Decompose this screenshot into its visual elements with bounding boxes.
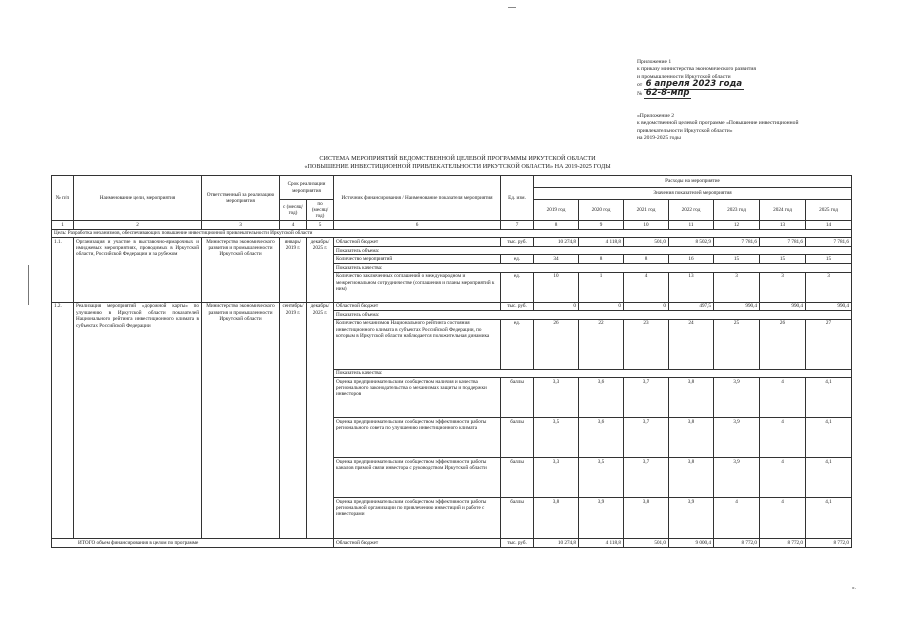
indicator-name: Оценка предпринимательским сообществом эффективности работы региональной организации по привлечению инвестиций и работе с инвесторами	[334, 498, 501, 539]
value-cell: 26	[760, 319, 806, 369]
value-cell: 3,5	[579, 458, 624, 498]
value-cell: 3,8	[624, 498, 669, 539]
appendix2-line-3: привлекательности Иркутской области»	[637, 127, 733, 134]
value-cell: 0	[534, 302, 579, 310]
value-cell: 4 118,8	[579, 539, 624, 548]
header-year: 2021 год	[624, 200, 669, 221]
col-number: 3	[202, 221, 280, 229]
item-num: 1.1.	[52, 238, 74, 303]
table-row	[52, 302, 852, 310]
value-cell: 10 274,8	[534, 238, 579, 247]
col-number: 14	[806, 221, 852, 229]
value-cell: 0	[579, 302, 624, 310]
value-cell: 8 772,0	[760, 539, 806, 548]
indicator-unit: баллы	[501, 378, 534, 418]
value-cell: 0	[624, 302, 669, 310]
scan-mark	[508, 7, 516, 8]
indicator-name: Оценка предпринимательским сообществом эффективности работы каналов прямой связи инвестора с руководством Иркутской области	[334, 458, 501, 498]
value-cell: 4 118,8	[579, 238, 624, 247]
value-cell: 4,1	[806, 498, 852, 539]
header-expenses: Расходы на мероприятие	[534, 176, 852, 188]
value-cell: 4,1	[806, 378, 852, 418]
item-from: январь/ 2019 г.	[280, 238, 307, 303]
header-responsible: Ответственный за реализацию мероприятия	[202, 176, 280, 221]
col-number: 1	[52, 221, 74, 229]
goal-row: Цель: Разработка механизмов, обеспечивающих повышение инвестиционной привлекательности Иркутской области	[52, 229, 852, 237]
appendix2-line-4: на 2019-2025 годы	[637, 135, 681, 142]
col-number: 6	[334, 221, 501, 229]
col-number: 7	[501, 221, 534, 229]
indicator-unit: ед.	[501, 255, 534, 264]
value-cell: 23	[624, 319, 669, 369]
indicator-unit: ед.	[501, 272, 534, 302]
value-cell: 8 772,0	[714, 539, 760, 548]
value-cell: 990,4	[714, 302, 760, 310]
appendix2-line-1: «Приложение 2	[637, 113, 675, 119]
value-cell: 3,8	[669, 378, 714, 418]
indicator-name: Количество мероприятий	[334, 255, 501, 264]
item-to: декабрь/ 2025 г.	[307, 238, 334, 303]
value-cell: 4	[760, 458, 806, 498]
value-cell: 501,0	[624, 238, 669, 247]
value-cell: 27	[806, 319, 852, 369]
value-cell: 3,7	[624, 418, 669, 458]
value-cell: 3,8	[534, 498, 579, 539]
header-name: Наименование цели, мероприятия	[74, 176, 202, 221]
header-from: с (месяц/год)	[280, 200, 307, 221]
value-cell: 15	[806, 255, 852, 264]
col-number: 8	[534, 221, 579, 229]
header-year: 2019 год	[534, 200, 579, 221]
appendix-line-3: и промышленности Иркутской области	[637, 73, 731, 80]
value-cell: 3,8	[669, 418, 714, 458]
value-cell: 8 772,0	[806, 539, 852, 548]
value-cell: 13	[669, 272, 714, 302]
indicator-unit: ед.	[501, 319, 534, 369]
value-cell: 7 781,6	[806, 238, 852, 247]
value-cell: 3,9	[579, 498, 624, 539]
value-cell: 3,3	[534, 378, 579, 418]
value-cell: 4,1	[806, 418, 852, 458]
col-number: 5	[307, 221, 334, 229]
value-cell: 3,9	[714, 378, 760, 418]
value-cell: 4	[760, 418, 806, 458]
value-cell: 3,9	[669, 498, 714, 539]
value-cell: 3,9	[714, 418, 760, 458]
value-cell: 22	[579, 319, 624, 369]
value-cell: 8 502,9	[669, 238, 714, 247]
budget-source: Областной бюджет	[334, 238, 501, 247]
value-cell: 10	[534, 272, 579, 302]
value-cell: 4	[760, 498, 806, 539]
appendix-date: от 6 апреля 2023 года	[637, 79, 743, 90]
indicator-unit: баллы	[501, 498, 534, 539]
appendix-number: № 62-8-мпр	[637, 87, 690, 98]
volume-label: Показатель объема:	[334, 247, 852, 255]
header-year: 2022 год	[669, 200, 714, 221]
closing-quote: ».	[852, 585, 856, 591]
total-unit: тыс. руб.	[501, 539, 534, 548]
indicator-unit: баллы	[501, 418, 534, 458]
value-cell: 3,7	[624, 378, 669, 418]
item-to: декабрь/ 2025 г.	[307, 302, 334, 538]
total-row	[52, 539, 852, 548]
handwritten-date: 6 апреля 2023 года	[645, 79, 743, 90]
table-row	[52, 238, 852, 247]
value-cell: 9 000,4	[669, 539, 714, 548]
value-cell: 4,1	[806, 458, 852, 498]
value-cell: 3,3	[534, 458, 579, 498]
value-cell: 3,6	[579, 418, 624, 458]
header-source: Источник финансирования / Наименование показателя мероприятия	[334, 176, 501, 221]
col-number: 12	[714, 221, 760, 229]
item-from: сентябрь/ 2019 г.	[280, 302, 307, 538]
value-cell: 25	[714, 319, 760, 369]
header-indicators: Значения показателей мероприятия	[534, 188, 852, 200]
measures-table	[51, 175, 852, 548]
header-year: 2023 год	[714, 200, 760, 221]
value-cell: 3,7	[624, 458, 669, 498]
indicator-name: Оценка предпринимательским сообществом эффективности работы регионального совета по улучшению инвестиционного климата	[334, 418, 501, 458]
value-cell: 15	[714, 255, 760, 264]
value-cell: 3,8	[669, 458, 714, 498]
value-cell: 10 274,8	[534, 539, 579, 548]
value-cell: 34	[534, 255, 579, 264]
appendix-line-1: Приложение 1	[637, 59, 672, 65]
value-cell: 3	[760, 272, 806, 302]
title-line-2: «ПОВЫШЕНИЕ ИНВЕСТИЦИОННОЙ ПРИВЛЕКАТЕЛЬНОСТИ ИРКУТСКОЙ ОБЛАСТИ» НА 2019-2025 ГОДЫ	[304, 163, 611, 170]
item-name: Организация и участие в выставочно-ярмарочных и имиджевых мероприятиях, проводимых в Иркутской области, Российской Федерации и за рубежом	[74, 238, 202, 303]
col-number: 2	[74, 221, 202, 229]
appendix-line-2: к приказу министерства экономического развития	[637, 66, 756, 73]
col-number: 9	[579, 221, 624, 229]
col-number: 10	[624, 221, 669, 229]
margin-line	[28, 265, 29, 305]
value-cell: 4	[714, 498, 760, 539]
column-numbers-row	[52, 221, 852, 229]
budget-unit: тыс. руб.	[501, 302, 534, 310]
header-unit: Ед. изм.	[501, 176, 534, 221]
value-cell: 1	[579, 272, 624, 302]
appendix2-line-2: к ведомственной целевой программе «Повышение инвестиционной	[637, 120, 799, 127]
header-year: 2025 год	[806, 200, 852, 221]
value-cell: 26	[534, 319, 579, 369]
value-cell: 4	[624, 272, 669, 302]
indicator-name: Количество механизмов Национального рейтинга состояния инвестиционного климата в субъектах Российской Федерации, по которым в Иркутской области наблюдается положительная динамика	[334, 319, 501, 369]
value-cell: 3,5	[534, 418, 579, 458]
value-cell: 3,6	[579, 378, 624, 418]
header-period: Срок реализации мероприятия	[280, 176, 334, 200]
col-number: 13	[760, 221, 806, 229]
value-cell: 4	[760, 378, 806, 418]
value-cell: 990,4	[760, 302, 806, 310]
total-label: ИТОГО объем финансирования в целом по программе	[52, 539, 334, 548]
value-cell: 501,0	[624, 539, 669, 548]
budget-source: Областной бюджет	[334, 302, 501, 310]
volume-label: Показатель объема:	[334, 311, 852, 319]
quality-label: Показатель качества:	[334, 264, 852, 272]
value-cell: 3	[714, 272, 760, 302]
total-source: Областной бюджет	[334, 539, 501, 548]
item-responsible: Министерство экономического развития и промышленности Иркутской области	[202, 238, 280, 303]
quality-label: Показатель качества:	[334, 369, 852, 377]
document-title	[160, 155, 755, 171]
value-cell: 24	[669, 319, 714, 369]
value-cell: 8	[624, 255, 669, 264]
item-name: Реализация мероприятий «дорожной карты» по улучшению в Иркутской области показателей Национального рейтинга инвестиционного климата в субъектах Российской Федерации	[74, 302, 202, 538]
item-responsible: Министерство экономического развития и промышленности Иркутской области	[202, 302, 280, 538]
value-cell: 7 781,6	[714, 238, 760, 247]
value-cell: 3	[806, 272, 852, 302]
header-to: по (месяц/год)	[307, 200, 334, 221]
col-number: 11	[669, 221, 714, 229]
col-number: 4	[280, 221, 307, 229]
header-num: № п/п	[52, 176, 74, 221]
indicator-unit: баллы	[501, 458, 534, 498]
budget-unit: тыс. руб.	[501, 238, 534, 247]
header-year: 2020 год	[579, 200, 624, 221]
value-cell: 16	[669, 255, 714, 264]
value-cell: 990,4	[806, 302, 852, 310]
item-num: 1.2.	[52, 302, 74, 538]
value-cell: 15	[760, 255, 806, 264]
title-line-1: СИСТЕМА МЕРОПРИЯТИЙ ВЕДОМСТВЕННОЙ ЦЕЛЕВОЙ ПРОГРАММЫ ИРКУТСКОЙ ОБЛАСТИ	[319, 155, 596, 162]
value-cell: 8	[579, 255, 624, 264]
value-cell: 7 781,6	[760, 238, 806, 247]
indicator-name: Оценка предпринимательским сообществом наличия и качества регионального законодательства о механизмах защиты и поддержки инвесторов	[334, 378, 501, 418]
appendix2-header	[637, 113, 798, 143]
appendix-header	[637, 59, 756, 98]
header-year: 2024 год	[760, 200, 806, 221]
handwritten-number: 62-8-мпр	[645, 87, 690, 98]
value-cell: 497,5	[669, 302, 714, 310]
indicator-name: Количество заключенных соглашений о международном и межрегиональном сотрудничестве (соглашения и планы мероприятий к ним)	[334, 272, 501, 302]
value-cell: 3,9	[714, 458, 760, 498]
